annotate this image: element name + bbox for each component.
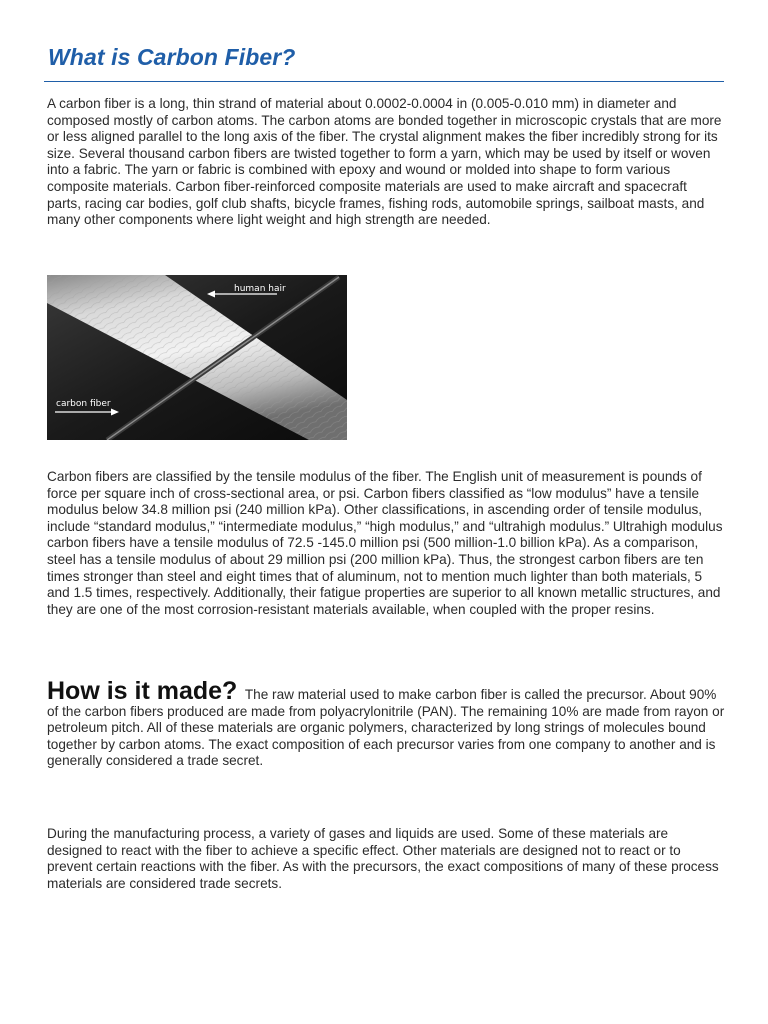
how-made-text: The raw material used to make carbon fiber is called the precursor. About 90% of the carbon fibers produced are made from polyacrylonitrile (PAN). The remaining 10% are made from rayon or petroleum pitch. All of these materials are organic polymers, characterized by long strings of molecules bound together by carbon atoms. The exact composition of each precursor varies from one company to another and is generally considered a trade secret. <box>47 687 725 769</box>
carbon-fiber-label: carbon fiber <box>56 399 111 409</box>
title-divider <box>44 81 724 82</box>
intro-paragraph: A carbon fiber is a long, thin strand of material about 0.0002-0.0004 in (0.005-0.010 mm) in diameter and composed mostly of carbon atoms. The carbon atoms are bonded together in microscopic crystals that are more or less aligned parallel to the long axis of the fiber. The crystal alignment makes the fiber incredibly strong for its size. Several thousand carbon fibers are twisted together to form a yarn, which may be used by itself or woven into a fabric. The yarn or fabric is combined with epoxy and wound or molded into shape to form various composite materials. Carbon fiber-reinforced composite materials are used to make aircraft and spacecraft parts, racing car bodies, golf club shafts, bicycle frames, fishing rods, automobile springs, sailboat masts, and many other components where light weight and high strength are needed. <box>47 96 722 228</box>
page-title: What is Carbon Fiber? <box>48 44 296 70</box>
how-made-paragraph <box>47 677 727 770</box>
human-hair-label: human hair <box>234 284 286 294</box>
how-made-heading: How is it made? <box>47 677 238 705</box>
process-paragraph: During the manufacturing process, a variety of gases and liquids are used. Some of these materials are designed to react with the fiber to achieve a specific effect. Other materials are designed not to react or to prevent certain reactions with the fiber. As with the precursors, the exact compositions of many of these process materials are considered trade secrets. <box>47 826 719 891</box>
fiber-micrograph-figure <box>47 275 347 440</box>
fiber-micrograph-image <box>47 275 347 440</box>
classification-paragraph: Carbon fibers are classified by the tensile modulus of the fiber. The English unit of measurement is pounds of force per square inch of cross-sectional area, or psi. Carbon fibers classified as “low modulus” have a tensile modulus below 34.8 million psi (240 million kPa). Other classifications, in ascending order of tensile modulus, include “standard modulus,” “intermediate modulus,” “high modulus,” and “ultrahigh modulus.” Ultrahigh modulus carbon fibers have a tensile modulus of 72.5 -145.0 million psi (500 million-1.0 billion kPa). As a comparison, steel has a tensile modulus of about 29 million psi (200 million kPa). Thus, the strongest carbon fibers are ten times stronger than steel and eight times that of aluminum, not to mention much lighter than both materials, 5 and 1.5 times, respectively. Additionally, their fatigue properties are superior to all known metallic structures, and they are one of the most corrosion-resistant materials available, when coupled with the proper resins. <box>47 469 723 617</box>
